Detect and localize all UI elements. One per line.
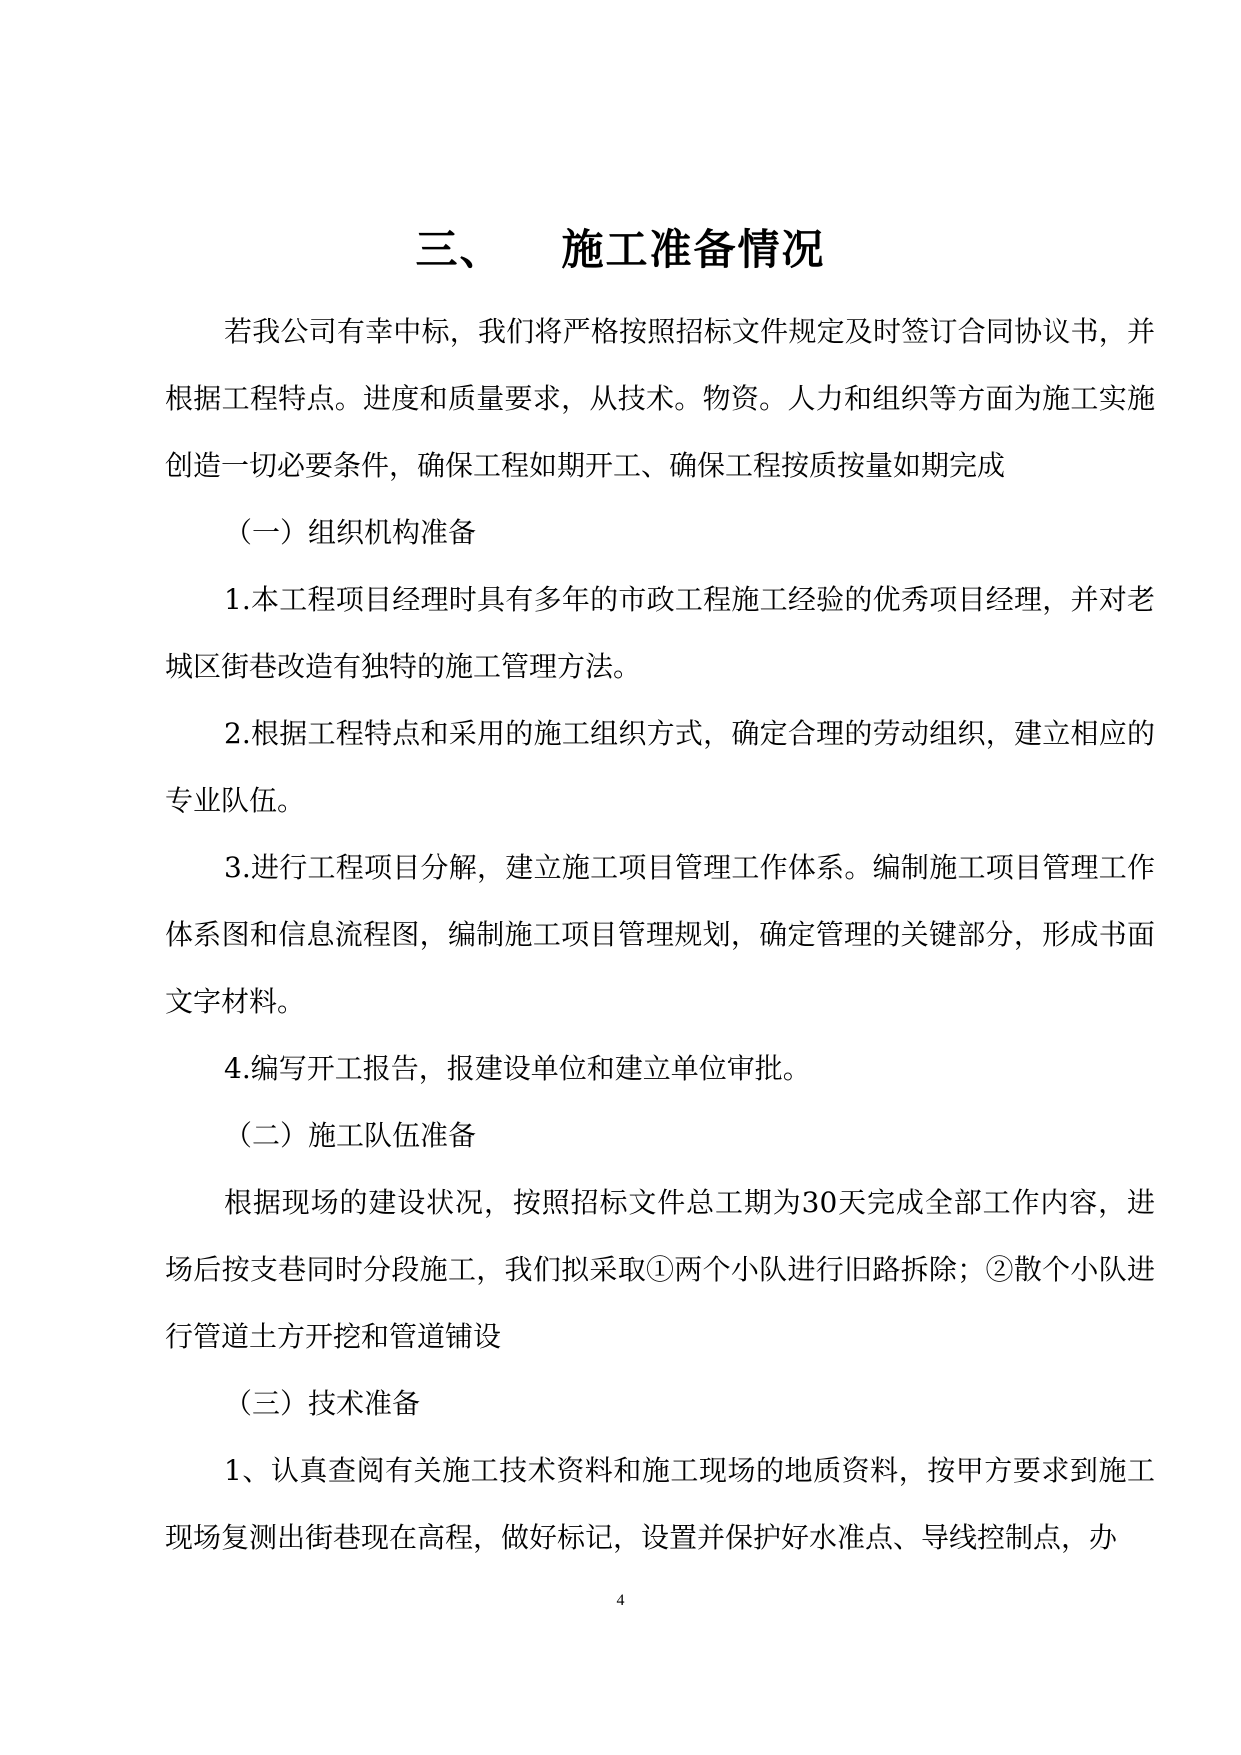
list-item: 1.本工程项目经理时具有多年的市政工程施工经验的优秀项目经理，并对老城区街巷改造有独特的施工管理方法。 xyxy=(165,583,1155,683)
list-item: 4.编写开工报告，报建设单位和建立单位审批。 xyxy=(224,1052,811,1085)
section-number: 三、 xyxy=(415,225,504,274)
subsection-heading-team: （二）施工队伍准备 xyxy=(224,1119,477,1152)
page-number: 4 xyxy=(616,1592,625,1609)
list-item: 1、认真查阅有关施工技术资料和施工现场的地质资料，按甲方要求到施工现场复测出街巷现在高程，做好标记，设置并保护好水准点、导线控制点，办 xyxy=(165,1454,1155,1554)
team-paragraph: 根据现场的建设状况，按照招标文件总工期为30天完成全部工作内容，进场后按支巷同时分段施工，我们拟采取①两个小队进行旧路拆除；②散个小队进行管道土方开挖和管道铺设 xyxy=(165,1186,1155,1353)
document-body xyxy=(165,298,1155,1571)
list-item: 2.根据工程特点和采用的施工组织方式，确定合理的劳动组织，建立相应的专业队伍。 xyxy=(165,717,1155,817)
subsection-heading-organization: （一）组织机构准备 xyxy=(224,516,477,549)
list-item: 3.进行工程项目分解，建立施工项目管理工作体系。编制施工项目管理工作体系图和信息流程图，编制施工项目管理规划，确定管理的关键部分，形成书面文字材料。 xyxy=(165,851,1155,1018)
section-title: 施工准备情况 xyxy=(561,225,826,274)
page-title xyxy=(0,222,1241,278)
subsection-heading-technical: （三）技术准备 xyxy=(224,1387,421,1420)
intro-paragraph: 若我公司有幸中标，我们将严格按照招标文件规定及时签订合同协议书，并根据工程特点。进度和质量要求，从技术。物资。人力和组织等方面为施工实施创造一切必要条件，确保工程如期开工、确保工程按质按量如期完成 xyxy=(165,315,1155,482)
